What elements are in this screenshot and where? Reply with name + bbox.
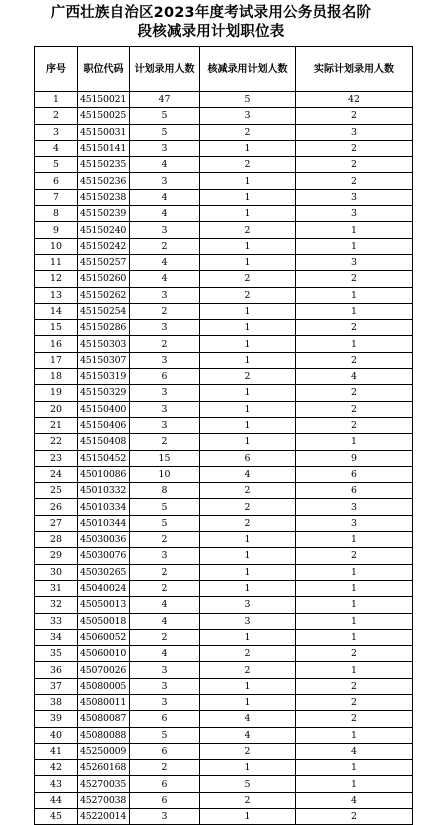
cell-position-code: 45150240 <box>78 222 130 238</box>
cell-actual-count: 2 <box>296 711 413 727</box>
cell-reduced-count: 2 <box>200 287 296 303</box>
cell-actual-count: 2 <box>296 140 413 156</box>
cell-position-code: 45150236 <box>78 173 130 189</box>
cell-position-code: 45150303 <box>78 336 130 352</box>
table-row <box>35 140 413 156</box>
cell-reduced-count: 5 <box>200 92 296 108</box>
cell-index: 39 <box>35 711 78 727</box>
cell-position-code: 45260168 <box>78 760 130 776</box>
cell-index: 32 <box>35 597 78 613</box>
cell-position-code: 45080005 <box>78 678 130 694</box>
table-row <box>35 189 413 205</box>
cell-index: 7 <box>35 189 78 205</box>
cell-index: 40 <box>35 727 78 743</box>
cell-planned-count: 47 <box>130 92 200 108</box>
cell-index: 43 <box>35 776 78 792</box>
cell-actual-count: 1 <box>296 303 413 319</box>
cell-actual-count: 2 <box>296 694 413 710</box>
cell-actual-count: 2 <box>296 108 413 124</box>
cell-reduced-count: 1 <box>200 678 296 694</box>
cell-actual-count: 1 <box>296 434 413 450</box>
cell-planned-count: 3 <box>130 140 200 156</box>
cell-actual-count: 1 <box>296 727 413 743</box>
cell-reduced-count: 6 <box>200 450 296 466</box>
cell-actual-count: 2 <box>296 401 413 417</box>
table-row <box>35 760 413 776</box>
cell-position-code: 45150262 <box>78 287 130 303</box>
table-row <box>35 434 413 450</box>
cell-planned-count: 4 <box>130 271 200 287</box>
cell-reduced-count: 2 <box>200 499 296 515</box>
positions-table <box>34 46 413 825</box>
cell-planned-count: 4 <box>130 646 200 662</box>
table-row <box>35 206 413 222</box>
document-title <box>0 4 422 42</box>
cell-position-code: 45050013 <box>78 597 130 613</box>
cell-planned-count: 2 <box>130 532 200 548</box>
cell-reduced-count: 1 <box>200 760 296 776</box>
cell-position-code: 45220014 <box>78 809 130 825</box>
table-row <box>35 92 413 108</box>
cell-planned-count: 3 <box>130 662 200 678</box>
cell-position-code: 45010344 <box>78 515 130 531</box>
cell-index: 9 <box>35 222 78 238</box>
cell-planned-count: 6 <box>130 792 200 808</box>
cell-reduced-count: 1 <box>200 140 296 156</box>
cell-actual-count: 2 <box>296 678 413 694</box>
cell-index: 20 <box>35 401 78 417</box>
table-row <box>35 580 413 596</box>
cell-index: 29 <box>35 548 78 564</box>
cell-reduced-count: 1 <box>200 173 296 189</box>
table-row <box>35 303 413 319</box>
cell-actual-count: 1 <box>296 662 413 678</box>
cell-actual-count: 4 <box>296 792 413 808</box>
cell-index: 36 <box>35 662 78 678</box>
cell-reduced-count: 1 <box>200 580 296 596</box>
header-index: 序号 <box>35 47 78 92</box>
cell-index: 44 <box>35 792 78 808</box>
header-reduced-count: 核减录用计划人数 <box>200 47 296 92</box>
table-row <box>35 108 413 124</box>
cell-planned-count: 5 <box>130 124 200 140</box>
cell-reduced-count: 1 <box>200 254 296 270</box>
cell-position-code: 45080011 <box>78 694 130 710</box>
table-row <box>35 336 413 352</box>
cell-actual-count: 2 <box>296 548 413 564</box>
cell-reduced-count: 2 <box>200 743 296 759</box>
cell-position-code: 45150025 <box>78 108 130 124</box>
cell-planned-count: 2 <box>130 303 200 319</box>
cell-planned-count: 2 <box>130 564 200 580</box>
cell-index: 22 <box>35 434 78 450</box>
cell-reduced-count: 1 <box>200 320 296 336</box>
cell-planned-count: 4 <box>130 157 200 173</box>
cell-planned-count: 3 <box>130 401 200 417</box>
cell-position-code: 45150021 <box>78 92 130 108</box>
cell-actual-count: 1 <box>296 287 413 303</box>
cell-reduced-count: 2 <box>200 157 296 173</box>
cell-planned-count: 4 <box>130 613 200 629</box>
cell-planned-count: 4 <box>130 206 200 222</box>
cell-actual-count: 2 <box>296 173 413 189</box>
cell-reduced-count: 1 <box>200 809 296 825</box>
cell-index: 11 <box>35 254 78 270</box>
table-row <box>35 450 413 466</box>
cell-reduced-count: 2 <box>200 369 296 385</box>
cell-actual-count: 2 <box>296 352 413 368</box>
cell-position-code: 45150286 <box>78 320 130 336</box>
table-row <box>35 776 413 792</box>
table-row <box>35 483 413 499</box>
cell-planned-count: 8 <box>130 483 200 499</box>
cell-reduced-count: 2 <box>200 483 296 499</box>
cell-planned-count: 6 <box>130 369 200 385</box>
cell-actual-count: 2 <box>296 385 413 401</box>
cell-position-code: 45150329 <box>78 385 130 401</box>
cell-planned-count: 2 <box>130 629 200 645</box>
table-row <box>35 173 413 189</box>
cell-position-code: 45030076 <box>78 548 130 564</box>
cell-actual-count: 2 <box>296 157 413 173</box>
cell-reduced-count: 1 <box>200 385 296 401</box>
table-row <box>35 222 413 238</box>
table-row <box>35 743 413 759</box>
cell-index: 34 <box>35 629 78 645</box>
cell-actual-count: 6 <box>296 466 413 482</box>
cell-reduced-count: 2 <box>200 792 296 808</box>
cell-planned-count: 2 <box>130 580 200 596</box>
cell-position-code: 45030265 <box>78 564 130 580</box>
cell-index: 5 <box>35 157 78 173</box>
title-line-1: 广西壮族自治区2023年度考试录用公务员报名阶 <box>50 5 372 21</box>
cell-position-code: 45080088 <box>78 727 130 743</box>
cell-reduced-count: 1 <box>200 189 296 205</box>
table-row <box>35 287 413 303</box>
cell-position-code: 45270035 <box>78 776 130 792</box>
cell-index: 30 <box>35 564 78 580</box>
cell-reduced-count: 3 <box>200 597 296 613</box>
table-row <box>35 385 413 401</box>
cell-reduced-count: 2 <box>200 124 296 140</box>
cell-reduced-count: 2 <box>200 271 296 287</box>
cell-actual-count: 1 <box>296 532 413 548</box>
cell-index: 2 <box>35 108 78 124</box>
cell-reduced-count: 1 <box>200 238 296 254</box>
cell-index: 21 <box>35 417 78 433</box>
cell-position-code: 45250009 <box>78 743 130 759</box>
cell-planned-count: 3 <box>130 320 200 336</box>
cell-reduced-count: 1 <box>200 548 296 564</box>
table-row <box>35 711 413 727</box>
cell-planned-count: 3 <box>130 548 200 564</box>
cell-actual-count: 2 <box>296 809 413 825</box>
cell-position-code: 45150400 <box>78 401 130 417</box>
header-actual-count: 实际计划录用人数 <box>296 47 413 92</box>
cell-reduced-count: 2 <box>200 222 296 238</box>
cell-reduced-count: 1 <box>200 303 296 319</box>
cell-index: 19 <box>35 385 78 401</box>
cell-planned-count: 4 <box>130 189 200 205</box>
cell-reduced-count: 2 <box>200 515 296 531</box>
cell-reduced-count: 1 <box>200 564 296 580</box>
cell-planned-count: 3 <box>130 173 200 189</box>
header-planned-count: 计划录用人数 <box>130 47 200 92</box>
cell-actual-count: 3 <box>296 515 413 531</box>
cell-index: 16 <box>35 336 78 352</box>
cell-reduced-count: 4 <box>200 711 296 727</box>
cell-actual-count: 1 <box>296 613 413 629</box>
cell-position-code: 45150238 <box>78 189 130 205</box>
cell-planned-count: 3 <box>130 417 200 433</box>
cell-reduced-count: 1 <box>200 532 296 548</box>
table-row <box>35 499 413 515</box>
cell-actual-count: 3 <box>296 124 413 140</box>
table-row <box>35 564 413 580</box>
cell-index: 41 <box>35 743 78 759</box>
cell-actual-count: 4 <box>296 369 413 385</box>
cell-actual-count: 1 <box>296 580 413 596</box>
cell-position-code: 45150408 <box>78 434 130 450</box>
cell-index: 24 <box>35 466 78 482</box>
cell-reduced-count: 1 <box>200 206 296 222</box>
cell-reduced-count: 1 <box>200 694 296 710</box>
cell-planned-count: 4 <box>130 597 200 613</box>
table-row <box>35 597 413 613</box>
cell-reduced-count: 1 <box>200 352 296 368</box>
cell-planned-count: 5 <box>130 727 200 743</box>
cell-planned-count: 3 <box>130 694 200 710</box>
cell-actual-count: 1 <box>296 597 413 613</box>
table-row <box>35 809 413 825</box>
table-row <box>35 515 413 531</box>
cell-position-code: 45150307 <box>78 352 130 368</box>
cell-planned-count: 6 <box>130 743 200 759</box>
cell-planned-count: 2 <box>130 760 200 776</box>
cell-position-code: 45150319 <box>78 369 130 385</box>
cell-planned-count: 3 <box>130 287 200 303</box>
title-line-2: 段核减录用计划职位表 <box>137 24 285 40</box>
cell-index: 37 <box>35 678 78 694</box>
table-row <box>35 466 413 482</box>
cell-position-code: 45010334 <box>78 499 130 515</box>
table-row <box>35 678 413 694</box>
cell-reduced-count: 1 <box>200 401 296 417</box>
cell-planned-count: 10 <box>130 466 200 482</box>
table-row <box>35 629 413 645</box>
cell-actual-count: 1 <box>296 564 413 580</box>
cell-position-code: 45150239 <box>78 206 130 222</box>
cell-position-code: 45010086 <box>78 466 130 482</box>
cell-position-code: 45150242 <box>78 238 130 254</box>
cell-position-code: 45010332 <box>78 483 130 499</box>
cell-index: 3 <box>35 124 78 140</box>
cell-reduced-count: 5 <box>200 776 296 792</box>
cell-index: 31 <box>35 580 78 596</box>
cell-reduced-count: 1 <box>200 629 296 645</box>
cell-index: 12 <box>35 271 78 287</box>
cell-index: 27 <box>35 515 78 531</box>
cell-actual-count: 3 <box>296 189 413 205</box>
table-row <box>35 548 413 564</box>
cell-index: 4 <box>35 140 78 156</box>
table-row <box>35 254 413 270</box>
table-header-row <box>35 47 413 92</box>
cell-planned-count: 15 <box>130 450 200 466</box>
cell-planned-count: 2 <box>130 238 200 254</box>
cell-index: 25 <box>35 483 78 499</box>
cell-index: 17 <box>35 352 78 368</box>
cell-position-code: 45150257 <box>78 254 130 270</box>
cell-planned-count: 3 <box>130 809 200 825</box>
cell-actual-count: 9 <box>296 450 413 466</box>
cell-reduced-count: 3 <box>200 108 296 124</box>
cell-index: 15 <box>35 320 78 336</box>
cell-actual-count: 2 <box>296 646 413 662</box>
cell-actual-count: 2 <box>296 271 413 287</box>
cell-index: 18 <box>35 369 78 385</box>
table-row <box>35 646 413 662</box>
header-position-code: 职位代码 <box>78 47 130 92</box>
cell-planned-count: 2 <box>130 336 200 352</box>
cell-actual-count: 3 <box>296 206 413 222</box>
cell-index: 13 <box>35 287 78 303</box>
cell-reduced-count: 3 <box>200 613 296 629</box>
cell-reduced-count: 4 <box>200 466 296 482</box>
table-row <box>35 613 413 629</box>
table-row <box>35 157 413 173</box>
table-row <box>35 792 413 808</box>
table-row <box>35 727 413 743</box>
cell-planned-count: 2 <box>130 434 200 450</box>
table-row <box>35 320 413 336</box>
cell-planned-count: 6 <box>130 711 200 727</box>
cell-reduced-count: 1 <box>200 336 296 352</box>
cell-actual-count: 2 <box>296 417 413 433</box>
cell-actual-count: 1 <box>296 760 413 776</box>
cell-index: 6 <box>35 173 78 189</box>
cell-position-code: 45070026 <box>78 662 130 678</box>
cell-index: 35 <box>35 646 78 662</box>
cell-index: 45 <box>35 809 78 825</box>
cell-planned-count: 5 <box>130 515 200 531</box>
cell-planned-count: 3 <box>130 222 200 238</box>
cell-actual-count: 6 <box>296 483 413 499</box>
table-row <box>35 271 413 287</box>
cell-position-code: 45150260 <box>78 271 130 287</box>
cell-index: 33 <box>35 613 78 629</box>
cell-actual-count: 1 <box>296 336 413 352</box>
table-row <box>35 694 413 710</box>
cell-position-code: 45150235 <box>78 157 130 173</box>
cell-index: 10 <box>35 238 78 254</box>
cell-actual-count: 3 <box>296 254 413 270</box>
cell-index: 26 <box>35 499 78 515</box>
cell-position-code: 45150031 <box>78 124 130 140</box>
table-row <box>35 401 413 417</box>
table-row <box>35 369 413 385</box>
cell-position-code: 45060052 <box>78 629 130 645</box>
cell-position-code: 45150254 <box>78 303 130 319</box>
cell-reduced-count: 4 <box>200 727 296 743</box>
cell-planned-count: 3 <box>130 352 200 368</box>
table-row <box>35 352 413 368</box>
cell-position-code: 45040024 <box>78 580 130 596</box>
cell-index: 8 <box>35 206 78 222</box>
cell-planned-count: 5 <box>130 499 200 515</box>
cell-index: 28 <box>35 532 78 548</box>
cell-actual-count: 1 <box>296 629 413 645</box>
cell-actual-count: 1 <box>296 238 413 254</box>
cell-position-code: 45270038 <box>78 792 130 808</box>
cell-position-code: 45080087 <box>78 711 130 727</box>
table-row <box>35 124 413 140</box>
cell-reduced-count: 1 <box>200 417 296 433</box>
cell-actual-count: 42 <box>296 92 413 108</box>
table-row <box>35 532 413 548</box>
table-row <box>35 417 413 433</box>
cell-planned-count: 4 <box>130 254 200 270</box>
cell-actual-count: 2 <box>296 320 413 336</box>
cell-index: 14 <box>35 303 78 319</box>
cell-actual-count: 1 <box>296 776 413 792</box>
cell-planned-count: 3 <box>130 385 200 401</box>
cell-index: 23 <box>35 450 78 466</box>
cell-reduced-count: 1 <box>200 434 296 450</box>
cell-position-code: 45150452 <box>78 450 130 466</box>
cell-position-code: 45050018 <box>78 613 130 629</box>
cell-position-code: 45030036 <box>78 532 130 548</box>
table-body <box>35 92 413 825</box>
cell-planned-count: 3 <box>130 678 200 694</box>
cell-reduced-count: 2 <box>200 646 296 662</box>
cell-actual-count: 4 <box>296 743 413 759</box>
cell-index: 42 <box>35 760 78 776</box>
cell-index: 38 <box>35 694 78 710</box>
cell-reduced-count: 2 <box>200 662 296 678</box>
cell-position-code: 45150141 <box>78 140 130 156</box>
table-row <box>35 662 413 678</box>
cell-planned-count: 5 <box>130 108 200 124</box>
cell-actual-count: 1 <box>296 222 413 238</box>
cell-position-code: 45060010 <box>78 646 130 662</box>
cell-position-code: 45150406 <box>78 417 130 433</box>
cell-planned-count: 6 <box>130 776 200 792</box>
cell-index: 1 <box>35 92 78 108</box>
cell-actual-count: 3 <box>296 499 413 515</box>
table-row <box>35 238 413 254</box>
